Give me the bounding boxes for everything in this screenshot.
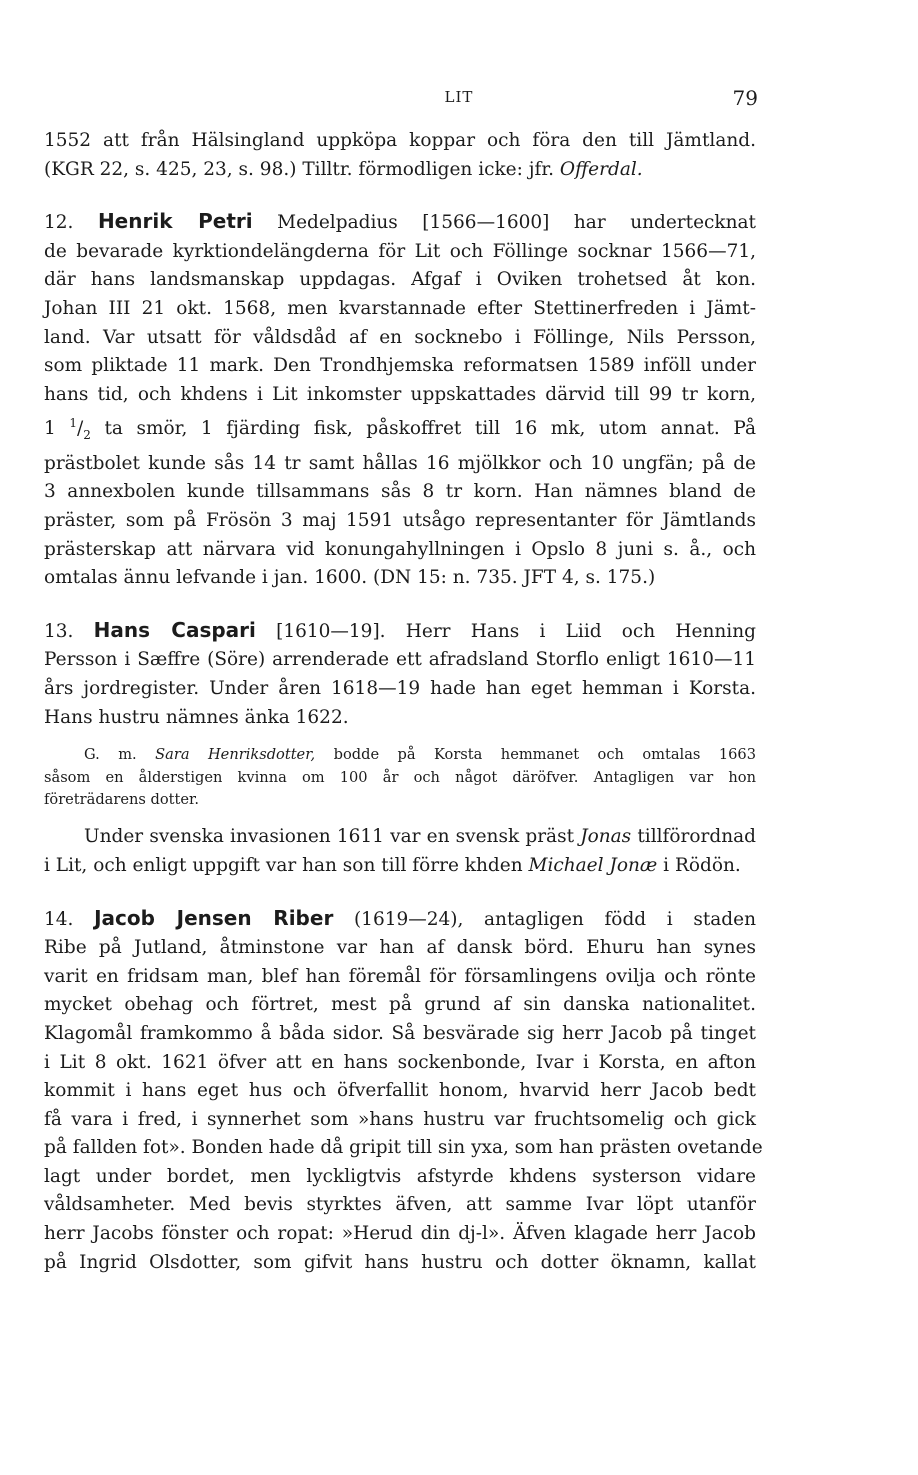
- note-line: G. m. Sara Henriksdotter, bodde på Korsta hemmanet och omtalas 1663: [84, 746, 756, 764]
- text-line: Klagomål framkommo å båda sidor. Så besvärade sig herr Jacob på tinget: [44, 1022, 756, 1044]
- section-number: 12.: [44, 212, 74, 234]
- text-line: lagt under bordet, men lyckligtvis afstyrde khdens systerson vidare: [44, 1165, 756, 1187]
- italic-name: Michael Jonæ: [528, 854, 658, 876]
- text-line: prästerskap att närvara vid konungahyllningen i Opslo 8 juni s. å., och: [44, 538, 756, 560]
- text-line: våldsamheter. Med bevis styrktes äfven, att samme Ivar löpt utanför: [44, 1194, 756, 1216]
- text-line: (KGR 22, s. 425, 23, s. 98.) Tilltr. förmodligen icke: jfr. Offerdal.: [44, 158, 643, 180]
- body-text: [44, 127, 763, 1277]
- text-line: på fallden fot». Bonden hade då gripit till sin yxa, som han prästen ovetande: [44, 1137, 763, 1159]
- text-line: i Lit 8 okt. 1621 öfver att en hans sockenbonde, Ivar i Korsta, en afton: [44, 1051, 756, 1073]
- section-number: 13.: [44, 620, 74, 642]
- text-line: 1552 att från Hälsingland uppköpa koppar och föra den till Jämtland.: [44, 130, 756, 151]
- text-line: Johan III 21 okt. 1568, men kvarstannade efter Stettinerfreden i Jämt-: [44, 297, 756, 319]
- text-line: herr Jacobs fönster och ropat: »Herud din dj-l». Äfven klagade herr Jacob: [44, 1223, 756, 1245]
- text-line: Ribe på Jutland, åtminstone var han af dansk börd. Ehuru han synes: [44, 937, 756, 959]
- priest-name: Hans Caspari: [93, 617, 256, 642]
- text-line: på Ingrid Olsdotter, som gifvit hans hustru och dotter öknamn, kallat: [44, 1251, 756, 1273]
- running-head: LIT: [444, 88, 474, 106]
- italic-name: Jonas: [580, 826, 632, 848]
- text-line: 3 annexbolen kunde tillsammans sås 8 tr korn. Han nämnes bland de: [44, 481, 756, 503]
- text-line: prästbolet kunde sås 14 tr samt hållas 16 mjölkkor och 10 ungfän; på de: [44, 452, 756, 474]
- text-line: hans tid, och khdens i Lit inkomster uppskattades därvid till 99 tr korn,: [44, 383, 756, 405]
- text-line: kommit i hans eget hus och öfverfallit honom, hvarvid herr Jacob bedt: [44, 1080, 756, 1102]
- text-line: Under svenska invasionen 1611 var en svensk präst Jonas tillförordnad: [84, 826, 756, 848]
- text-line: där hans landsmanskap uppdagas. Afgaf i Oviken trohetsed åt kon.: [44, 269, 756, 291]
- note-line: såsom en ålderstigen kvinna om 100 år och något däröfver. Antagligen var hon: [44, 768, 756, 786]
- section-12-heading-line: 12. Henrik Petri Medelpadius [1566—1600] har undertecknat: [44, 209, 756, 234]
- text-line: års jordregister. Under åren 1618—19 hade han eget hemman i Korsta.: [44, 677, 756, 699]
- text-line: som pliktade 11 mark. Den Trondhjemska reformatsen 1589 inföll under: [44, 355, 756, 377]
- italic-reference: Offerdal.: [559, 158, 643, 180]
- page-number: 79: [732, 86, 758, 110]
- text-line: de bevarade kyrktiondelängderna för Lit och Föllinge socknar 1566—71,: [44, 240, 756, 262]
- text-line: land. Var utsatt för våldsdåd af en socknebo i Föllinge, Nils Persson,: [44, 326, 756, 348]
- text-line: präster, som på Frösön 3 maj 1591 utsågo representanter för Jämtlands: [44, 509, 756, 531]
- priest-name: Jacob Jensen Riber: [94, 905, 334, 930]
- text-line: få vara i fred, i synnerhet som »hans hustru var fruchtsomelig och gick: [44, 1108, 756, 1130]
- section-number: 14.: [44, 908, 74, 930]
- fraction-numerator: 1: [69, 416, 77, 431]
- footnote-block: [44, 744, 756, 811]
- text-line: Persson i Sæffre (Söre) arrenderade ett afradsland Storflo enligt 1610—11: [44, 649, 756, 671]
- section-13-heading-line: 13. Hans Caspari [1610—19]. Herr Hans i Liid och Henning: [44, 617, 756, 642]
- text-line: mycket obehag och förtret, mest på grund af sin danska nationalitet.: [44, 994, 756, 1016]
- text-line: Hans hustru nämnes änka 1622.: [44, 706, 349, 728]
- text-line: omtalas ännu lefvande i jan. 1600. (DN 15: n. 735. JFT 4, s. 175.): [44, 567, 656, 589]
- priest-name: Henrik Petri: [97, 209, 253, 234]
- text-line: i Lit, och enligt uppgift var han son till förre khden Michael Jonæ i Rödön.: [44, 854, 741, 876]
- text-line: varit en fridsam man, blef han föremål för församlingens ovilja och rönte: [44, 965, 756, 987]
- italic-name: Sara Henriksdotter,: [155, 746, 316, 764]
- fraction-denominator: 2: [83, 428, 91, 443]
- section-14-heading-line: 14. Jacob Jensen Riber (1619—24), antagligen född i staden: [44, 905, 756, 930]
- note-line: företrädarens dotter.: [44, 790, 200, 808]
- text-line: 1 $^1/_2$ ta smör, 1 fjärding fisk, påskoffret till 16 mk, utom annat. På: [44, 416, 756, 443]
